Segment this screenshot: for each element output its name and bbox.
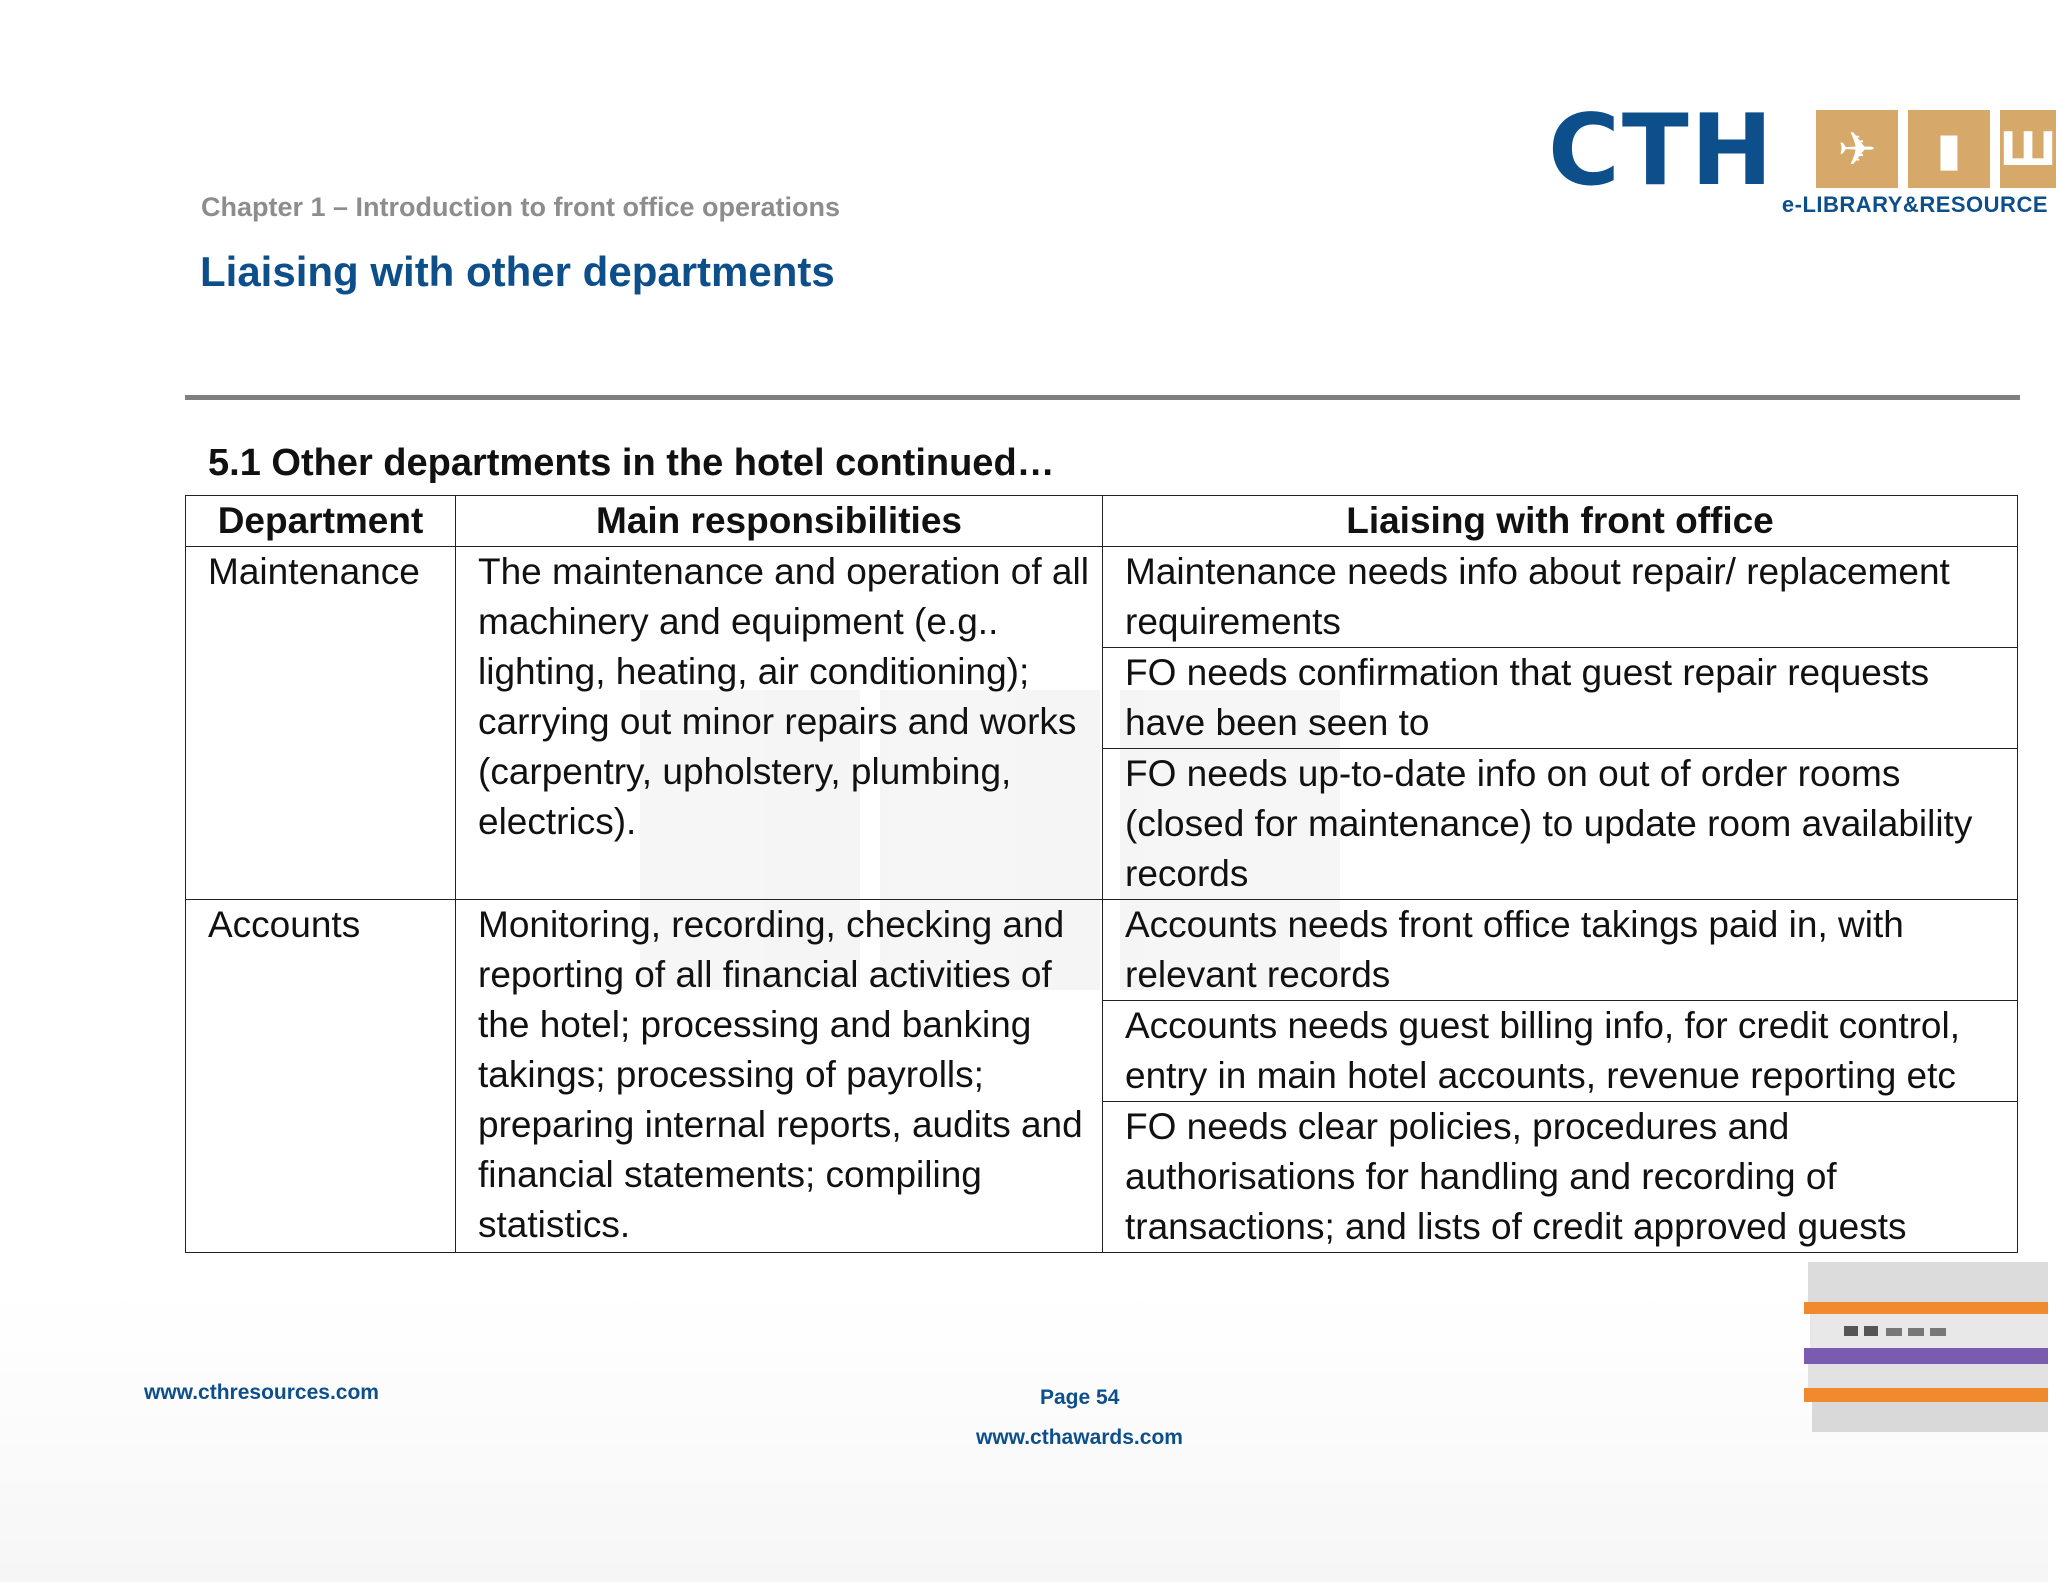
logo-wordmark: CTH <box>1548 94 1775 208</box>
table-row <box>186 900 2018 1001</box>
table-header-row <box>186 496 2018 547</box>
liaising-cell: FO needs clear policies, procedures and authorisations for handling and recording of transactions; and lists of credit approved guests <box>1103 1102 2018 1253</box>
logo-tiles <box>1816 110 2056 190</box>
liaising-cell: Maintenance needs info about repair/ replacement requirements <box>1103 547 2018 648</box>
footer-awards-link[interactable]: www.cthawards.com <box>976 1426 1183 1449</box>
column-header-responsibilities: Main responsibilities <box>456 496 1103 547</box>
departments-table <box>185 495 2018 1253</box>
page-title: Liaising with other departments <box>200 248 835 295</box>
footer-website-link[interactable]: www.cthresources.com <box>144 1381 379 1404</box>
liaising-cell: Accounts needs guest billing info, for credit control, entry in main hotel accounts, revenue reporting etc <box>1103 1001 2018 1102</box>
responsibilities-cell: Monitoring, recording, checking and reporting of all financial activities of the hotel; processing and banking takings; processing of payrolls; preparing internal reports, audits and financial statements; compiling statistics. <box>456 900 1103 1253</box>
books-stack-icon <box>1804 1262 2048 1432</box>
plane-icon: ✈ <box>1816 110 1898 188</box>
table-row <box>186 547 2018 648</box>
department-cell: Maintenance <box>186 547 456 900</box>
liaising-cell: FO needs confirmation that guest repair requests have been seen to <box>1103 648 2018 749</box>
cth-logo <box>1548 94 2056 224</box>
building-icon: ▮ <box>1908 110 1990 188</box>
section-heading: 5.1 Other departments in the hotel continued… <box>208 442 1055 484</box>
responsibilities-cell: The maintenance and operation of all machinery and equipment (e.g.. lighting, heating, air conditioning); carrying out minor repairs and works (carpentry, upholstery, plumbing, electrics). <box>456 547 1103 900</box>
logo-subtitle: e-LIBRARY&RESOURCE <box>1781 192 2048 217</box>
department-cell: Accounts <box>186 900 456 1253</box>
fork-icon: Ш <box>2000 110 2056 188</box>
header-divider <box>185 395 2020 400</box>
liaising-cell: FO needs up-to-date info on out of order rooms (closed for maintenance) to update room availability records <box>1103 749 2018 900</box>
chapter-label: Chapter 1 – Introduction to front office operations <box>201 192 841 222</box>
liaising-cell: Accounts needs front office takings paid in, with relevant records <box>1103 900 2018 1001</box>
column-header-department: Department <box>186 496 456 547</box>
column-header-liaising: Liaising with front office <box>1103 496 2018 547</box>
page-number: Page 54 <box>1040 1386 1120 1409</box>
